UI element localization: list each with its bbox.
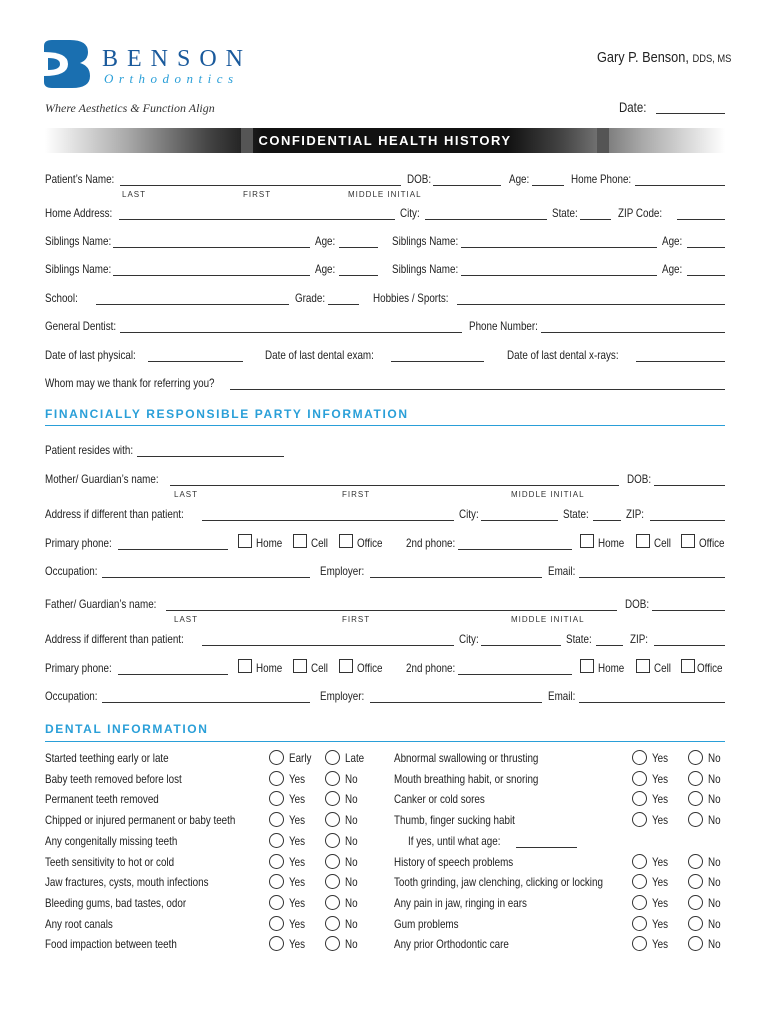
resides-with-label: Patient resides with: xyxy=(45,443,134,457)
left-question-radio-yes[interactable] xyxy=(269,771,284,786)
right-question-radio-no[interactable] xyxy=(688,854,703,869)
city-label: City: xyxy=(400,206,420,220)
right-question-option-1: Yes xyxy=(652,875,669,889)
left-question-radio-yes[interactable] xyxy=(269,936,284,951)
mother-primary-cell-checkbox[interactable] xyxy=(293,534,307,548)
brand-subtitle: Orthodontics xyxy=(104,71,239,86)
right-question-label: If yes, until what age: xyxy=(408,834,501,848)
left-question-option-1: Yes xyxy=(289,792,306,806)
mother-primary-phone-field[interactable] xyxy=(118,549,228,550)
home-address-field[interactable] xyxy=(119,219,395,220)
father-address-label: Address if different than patient: xyxy=(45,632,184,646)
referral-label: Whom may we thank for referring you? xyxy=(45,376,215,390)
father-second-office-checkbox[interactable] xyxy=(681,659,695,673)
father-email-label: Email: xyxy=(548,689,576,703)
right-question-option-2: No xyxy=(708,813,721,827)
grade-field[interactable] xyxy=(328,304,359,305)
right-question-label: Any prior Orthodontic care xyxy=(394,937,509,951)
father-second-phone-field[interactable] xyxy=(458,674,572,675)
dentist-label: General Dentist: xyxy=(45,319,117,333)
home-address-label: Home Address: xyxy=(45,206,113,220)
left-question-label: Teeth sensitivity to hot or cold xyxy=(45,855,175,869)
left-question-option-2: No xyxy=(345,896,358,910)
right-question-label: Thumb, finger sucking habit xyxy=(394,813,515,827)
state-label: State: xyxy=(552,206,578,220)
school-field[interactable] xyxy=(96,304,289,305)
age-label: Age: xyxy=(509,172,530,186)
father-name-label: Father/ Guardian’s name: xyxy=(45,597,157,611)
left-question-option-2: No xyxy=(345,875,358,889)
father-employer-field[interactable] xyxy=(370,702,542,703)
mother-second-office-checkbox[interactable] xyxy=(681,534,695,548)
left-question-option-1: Yes xyxy=(289,917,306,931)
left-question-option-1: Yes xyxy=(289,855,306,869)
left-question-radio-no[interactable] xyxy=(325,936,340,951)
mother-address-field[interactable] xyxy=(202,520,454,521)
father-caption-middle: MIDDLE INITIAL xyxy=(511,615,585,624)
left-question-label: Jaw fractures, cysts, mouth infections xyxy=(45,875,209,889)
father-dob-field[interactable] xyxy=(652,610,725,611)
left-question-label: Started teething early or late xyxy=(45,751,169,765)
right-question-radio-no[interactable] xyxy=(688,936,703,951)
father-second-home-checkbox[interactable] xyxy=(580,659,594,673)
mother-primary-phone-label: Primary phone: xyxy=(45,536,112,550)
date-field[interactable] xyxy=(656,113,725,114)
right-question-option-2: No xyxy=(708,772,721,786)
dental-heading: DENTAL INFORMATION xyxy=(45,722,209,736)
right-question-option-2: No xyxy=(708,751,721,765)
mother-address-label: Address if different than patient: xyxy=(45,507,184,521)
father-primary-office-label: Office xyxy=(357,661,383,675)
mother-email-field[interactable] xyxy=(579,577,725,578)
left-question-radio-no[interactable] xyxy=(325,833,340,848)
right-question-option-2: No xyxy=(708,896,721,910)
left-question-option-2: No xyxy=(345,855,358,869)
father-second-cell-checkbox[interactable] xyxy=(636,659,650,673)
right-question-label: Canker or cold sores xyxy=(394,792,485,806)
zip-field[interactable] xyxy=(677,219,725,220)
date-label: Date: xyxy=(619,99,647,115)
mother-caption-middle: MIDDLE INITIAL xyxy=(511,490,585,499)
left-question-option-2: No xyxy=(345,813,358,827)
father-city-field[interactable] xyxy=(481,645,561,646)
sibling-1-field[interactable] xyxy=(113,247,310,248)
left-question-option-1: Yes xyxy=(289,896,306,910)
right-question-radio-no[interactable] xyxy=(688,750,703,765)
mother-primary-cell-label: Cell xyxy=(311,536,328,550)
mother-city-label: City: xyxy=(459,507,479,521)
right-question-option-1: Yes xyxy=(652,792,669,806)
right-question-radio-yes[interactable] xyxy=(632,895,647,910)
right-question-option-1: Yes xyxy=(652,751,669,765)
father-primary-cell-label: Cell xyxy=(311,661,328,675)
right-question-label: Abnormal swallowing or thrusting xyxy=(394,751,539,765)
dob-field[interactable] xyxy=(433,185,501,186)
mother-primary-office-checkbox[interactable] xyxy=(339,534,353,548)
father-state-label: State: xyxy=(566,632,592,646)
grade-label: Grade: xyxy=(295,291,326,305)
left-question-radio-yes[interactable] xyxy=(269,916,284,931)
left-question-label: Bleeding gums, bad tastes, odor xyxy=(45,896,187,910)
right-question-radio-no[interactable] xyxy=(688,895,703,910)
right-question-option-2: No xyxy=(708,917,721,931)
left-question-radio-yes[interactable] xyxy=(269,833,284,848)
sibling-3-age-label: Age: xyxy=(315,262,336,276)
right-question-label: Any pain in jaw, ringing in ears xyxy=(394,896,527,910)
right-question-radio-yes[interactable] xyxy=(632,854,647,869)
left-question-radio-yes[interactable] xyxy=(269,812,284,827)
left-question-radio-yes[interactable] xyxy=(269,874,284,889)
right-question-radio-yes[interactable] xyxy=(632,916,647,931)
left-question-radio-no[interactable] xyxy=(325,874,340,889)
mother-second-home-label: Home xyxy=(598,536,625,550)
mother-employer-field[interactable] xyxy=(370,577,542,578)
referral-field[interactable] xyxy=(230,389,725,390)
left-question-option-1: Yes xyxy=(289,937,306,951)
left-question-option-2: No xyxy=(345,917,358,931)
left-question-option-2: No xyxy=(345,792,358,806)
sibling-2-field[interactable] xyxy=(461,247,657,248)
father-zip-field[interactable] xyxy=(654,645,725,646)
right-question-option-2: No xyxy=(708,855,721,869)
dentist-phone-field[interactable] xyxy=(541,332,725,333)
mother-second-phone-label: 2nd phone: xyxy=(406,536,456,550)
sibling-2-label: Siblings Name: xyxy=(392,234,459,248)
sibling-4-age-label: Age: xyxy=(662,262,683,276)
home-phone-label: Home Phone: xyxy=(571,172,632,186)
father-caption-last: LAST xyxy=(174,615,199,624)
right-question-option-2: No xyxy=(708,792,721,806)
mother-occupation-field[interactable] xyxy=(102,577,310,578)
left-question-radio-yes[interactable] xyxy=(269,791,284,806)
right-question-radio-yes[interactable] xyxy=(632,874,647,889)
patient-name-field[interactable] xyxy=(120,185,401,186)
right-question-option-1: Yes xyxy=(652,896,669,910)
father-primary-cell-checkbox[interactable] xyxy=(293,659,307,673)
city-field[interactable] xyxy=(425,219,547,220)
mother-dob-field[interactable] xyxy=(654,485,725,486)
father-second-home-label: Home xyxy=(598,661,625,675)
father-city-label: City: xyxy=(459,632,479,646)
patient-name-label: Patient’s Name: xyxy=(45,172,115,186)
father-zip-label: ZIP: xyxy=(630,632,649,646)
father-second-phone-label: 2nd phone: xyxy=(406,661,456,675)
mother-primary-home-label: Home xyxy=(256,536,283,550)
left-question-option-1: Yes xyxy=(289,875,306,889)
zip-label: ZIP Code: xyxy=(618,206,663,220)
last-xrays-label: Date of last dental x-rays: xyxy=(507,348,619,362)
until-age-field[interactable] xyxy=(516,847,577,848)
hobbies-field[interactable] xyxy=(457,304,725,305)
father-state-field[interactable] xyxy=(596,645,623,646)
title-bar xyxy=(45,128,725,153)
mother-caption-last: LAST xyxy=(174,490,199,499)
mother-second-cell-checkbox[interactable] xyxy=(636,534,650,548)
right-question-radio-no[interactable] xyxy=(688,916,703,931)
father-employer-label: Employer: xyxy=(320,689,365,703)
left-question-radio-no[interactable] xyxy=(325,916,340,931)
right-question-option-1: Yes xyxy=(652,813,669,827)
resides-with-field[interactable] xyxy=(137,456,284,457)
mother-occupation-label: Occupation: xyxy=(45,564,98,578)
right-question-option-1: Yes xyxy=(652,855,669,869)
doctor-name-text: Gary P. Benson, xyxy=(597,49,689,66)
left-question-option-2: No xyxy=(345,772,358,786)
mother-second-phone-field[interactable] xyxy=(458,549,572,550)
last-dental-exam-label: Date of last dental exam: xyxy=(265,348,374,362)
mother-city-field[interactable] xyxy=(481,520,558,521)
right-question-label: Mouth breathing habit, or snoring xyxy=(394,772,539,786)
right-question-radio-yes[interactable] xyxy=(632,750,647,765)
mother-state-field[interactable] xyxy=(593,520,621,521)
sibling-1-age-label: Age: xyxy=(315,234,336,248)
right-question-radio-yes[interactable] xyxy=(632,936,647,951)
mother-employer-label: Employer: xyxy=(320,564,365,578)
right-question-option-1: Yes xyxy=(652,772,669,786)
right-question-radio-yes[interactable] xyxy=(632,812,647,827)
left-question-label: Any root canals xyxy=(45,917,113,931)
doctor-credentials: DDS, MS xyxy=(692,53,732,65)
tagline: Where Aesthetics & Function Align xyxy=(45,101,215,115)
left-question-radio-early[interactable] xyxy=(269,750,284,765)
father-primary-home-checkbox[interactable] xyxy=(238,659,252,673)
mother-second-home-checkbox[interactable] xyxy=(580,534,594,548)
sibling-2-age-field[interactable] xyxy=(687,247,725,248)
sibling-4-age-field[interactable] xyxy=(687,275,725,276)
left-question-label: Permanent teeth removed xyxy=(45,792,159,806)
dob-label: DOB: xyxy=(407,172,432,186)
financial-heading: FINANCIALLY RESPONSIBLE PARTY INFORMATION xyxy=(45,407,409,421)
left-question-radio-late[interactable] xyxy=(325,750,340,765)
caption-first: FIRST xyxy=(243,190,272,199)
brand-name: BENSON xyxy=(102,46,253,72)
last-xrays-field[interactable] xyxy=(636,361,725,362)
mother-second-office-label: Office xyxy=(699,536,725,550)
father-primary-home-label: Home xyxy=(256,661,283,675)
home-phone-field[interactable] xyxy=(635,185,725,186)
father-email-field[interactable] xyxy=(579,702,725,703)
left-question-option-2: No xyxy=(345,834,358,848)
mother-zip-label: ZIP: xyxy=(626,507,645,521)
left-question-option-2: Late xyxy=(345,751,365,765)
sibling-4-field[interactable] xyxy=(461,275,657,276)
father-primary-phone-label: Primary phone: xyxy=(45,661,112,675)
last-physical-field[interactable] xyxy=(148,361,243,362)
right-question-radio-no[interactable] xyxy=(688,874,703,889)
left-question-option-1: Early xyxy=(289,751,312,765)
mother-primary-office-label: Office xyxy=(357,536,383,550)
father-occupation-field[interactable] xyxy=(102,702,310,703)
right-question-radio-no[interactable] xyxy=(688,771,703,786)
right-question-option-1: Yes xyxy=(652,917,669,931)
hobbies-label: Hobbies / Sports: xyxy=(373,291,449,305)
left-question-label: Food impaction between teeth xyxy=(45,937,177,951)
last-dental-exam-field[interactable] xyxy=(391,361,484,362)
last-physical-label: Date of last physical: xyxy=(45,348,136,362)
sibling-1-label: Siblings Name: xyxy=(45,234,112,248)
left-question-option-1: Yes xyxy=(289,834,306,848)
left-question-label: Chipped or injured permanent or baby teeth xyxy=(45,813,236,827)
left-question-radio-no[interactable] xyxy=(325,771,340,786)
right-question-radio-no[interactable] xyxy=(688,812,703,827)
right-question-label: History of speech problems xyxy=(394,855,514,869)
right-question-label: Tooth grinding, jaw clenching, clicking or locking xyxy=(394,875,603,889)
sibling-3-label: Siblings Name: xyxy=(45,262,112,276)
dental-heading-rule xyxy=(45,741,725,742)
sibling-2-age-label: Age: xyxy=(662,234,683,248)
dentist-field[interactable] xyxy=(120,332,462,333)
left-question-option-1: Yes xyxy=(289,772,306,786)
financial-heading-rule xyxy=(45,425,725,426)
sibling-1-age-field[interactable] xyxy=(339,247,378,248)
left-question-radio-no[interactable] xyxy=(325,812,340,827)
mother-caption-first: FIRST xyxy=(342,490,371,499)
left-question-radio-yes[interactable] xyxy=(269,854,284,869)
father-address-field[interactable] xyxy=(202,645,454,646)
father-occupation-label: Occupation: xyxy=(45,689,98,703)
dentist-phone-label: Phone Number: xyxy=(469,319,538,333)
sibling-3-field[interactable] xyxy=(113,275,310,276)
mother-second-cell-label: Cell xyxy=(654,536,671,550)
mother-primary-home-checkbox[interactable] xyxy=(238,534,252,548)
left-question-radio-no[interactable] xyxy=(325,791,340,806)
mother-zip-field[interactable] xyxy=(650,520,725,521)
left-question-option-1: Yes xyxy=(289,813,306,827)
age-field[interactable] xyxy=(532,185,564,186)
right-question-radio-no[interactable] xyxy=(688,791,703,806)
left-question-option-2: No xyxy=(345,937,358,951)
right-question-radio-yes[interactable] xyxy=(632,771,647,786)
mother-name-label: Mother/ Guardian’s name: xyxy=(45,472,159,486)
father-primary-phone-field[interactable] xyxy=(118,674,228,675)
right-question-option-1: Yes xyxy=(652,937,669,951)
state-field[interactable] xyxy=(580,219,611,220)
mother-name-field[interactable] xyxy=(170,485,619,486)
father-second-cell-label: Cell xyxy=(654,661,671,675)
doctor-name xyxy=(597,49,731,66)
left-question-label: Any congenitally missing teeth xyxy=(45,834,178,848)
father-primary-office-checkbox[interactable] xyxy=(339,659,353,673)
right-question-option-2: No xyxy=(708,937,721,951)
mother-state-label: State: xyxy=(563,507,589,521)
left-question-radio-no[interactable] xyxy=(325,854,340,869)
father-name-field[interactable] xyxy=(166,610,617,611)
left-question-radio-no[interactable] xyxy=(325,895,340,910)
father-dob-label: DOB: xyxy=(625,597,650,611)
caption-last: LAST xyxy=(122,190,147,199)
caption-middle: MIDDLE INITIAL xyxy=(348,190,422,199)
form-title: CONFIDENTIAL HEALTH HISTORY xyxy=(258,133,512,148)
school-label: School: xyxy=(45,291,78,305)
sibling-3-age-field[interactable] xyxy=(339,275,378,276)
right-question-label: Gum problems xyxy=(394,917,459,931)
mother-dob-label: DOB: xyxy=(627,472,652,486)
benson-logo-icon xyxy=(42,38,94,90)
mother-email-label: Email: xyxy=(548,564,576,578)
left-question-label: Baby teeth removed before lost xyxy=(45,772,182,786)
right-question-radio-yes[interactable] xyxy=(632,791,647,806)
father-caption-first: FIRST xyxy=(342,615,371,624)
right-question-option-2: No xyxy=(708,875,721,889)
sibling-4-label: Siblings Name: xyxy=(392,262,459,276)
left-question-radio-yes[interactable] xyxy=(269,895,284,910)
father-second-office-label: Office xyxy=(697,661,723,675)
